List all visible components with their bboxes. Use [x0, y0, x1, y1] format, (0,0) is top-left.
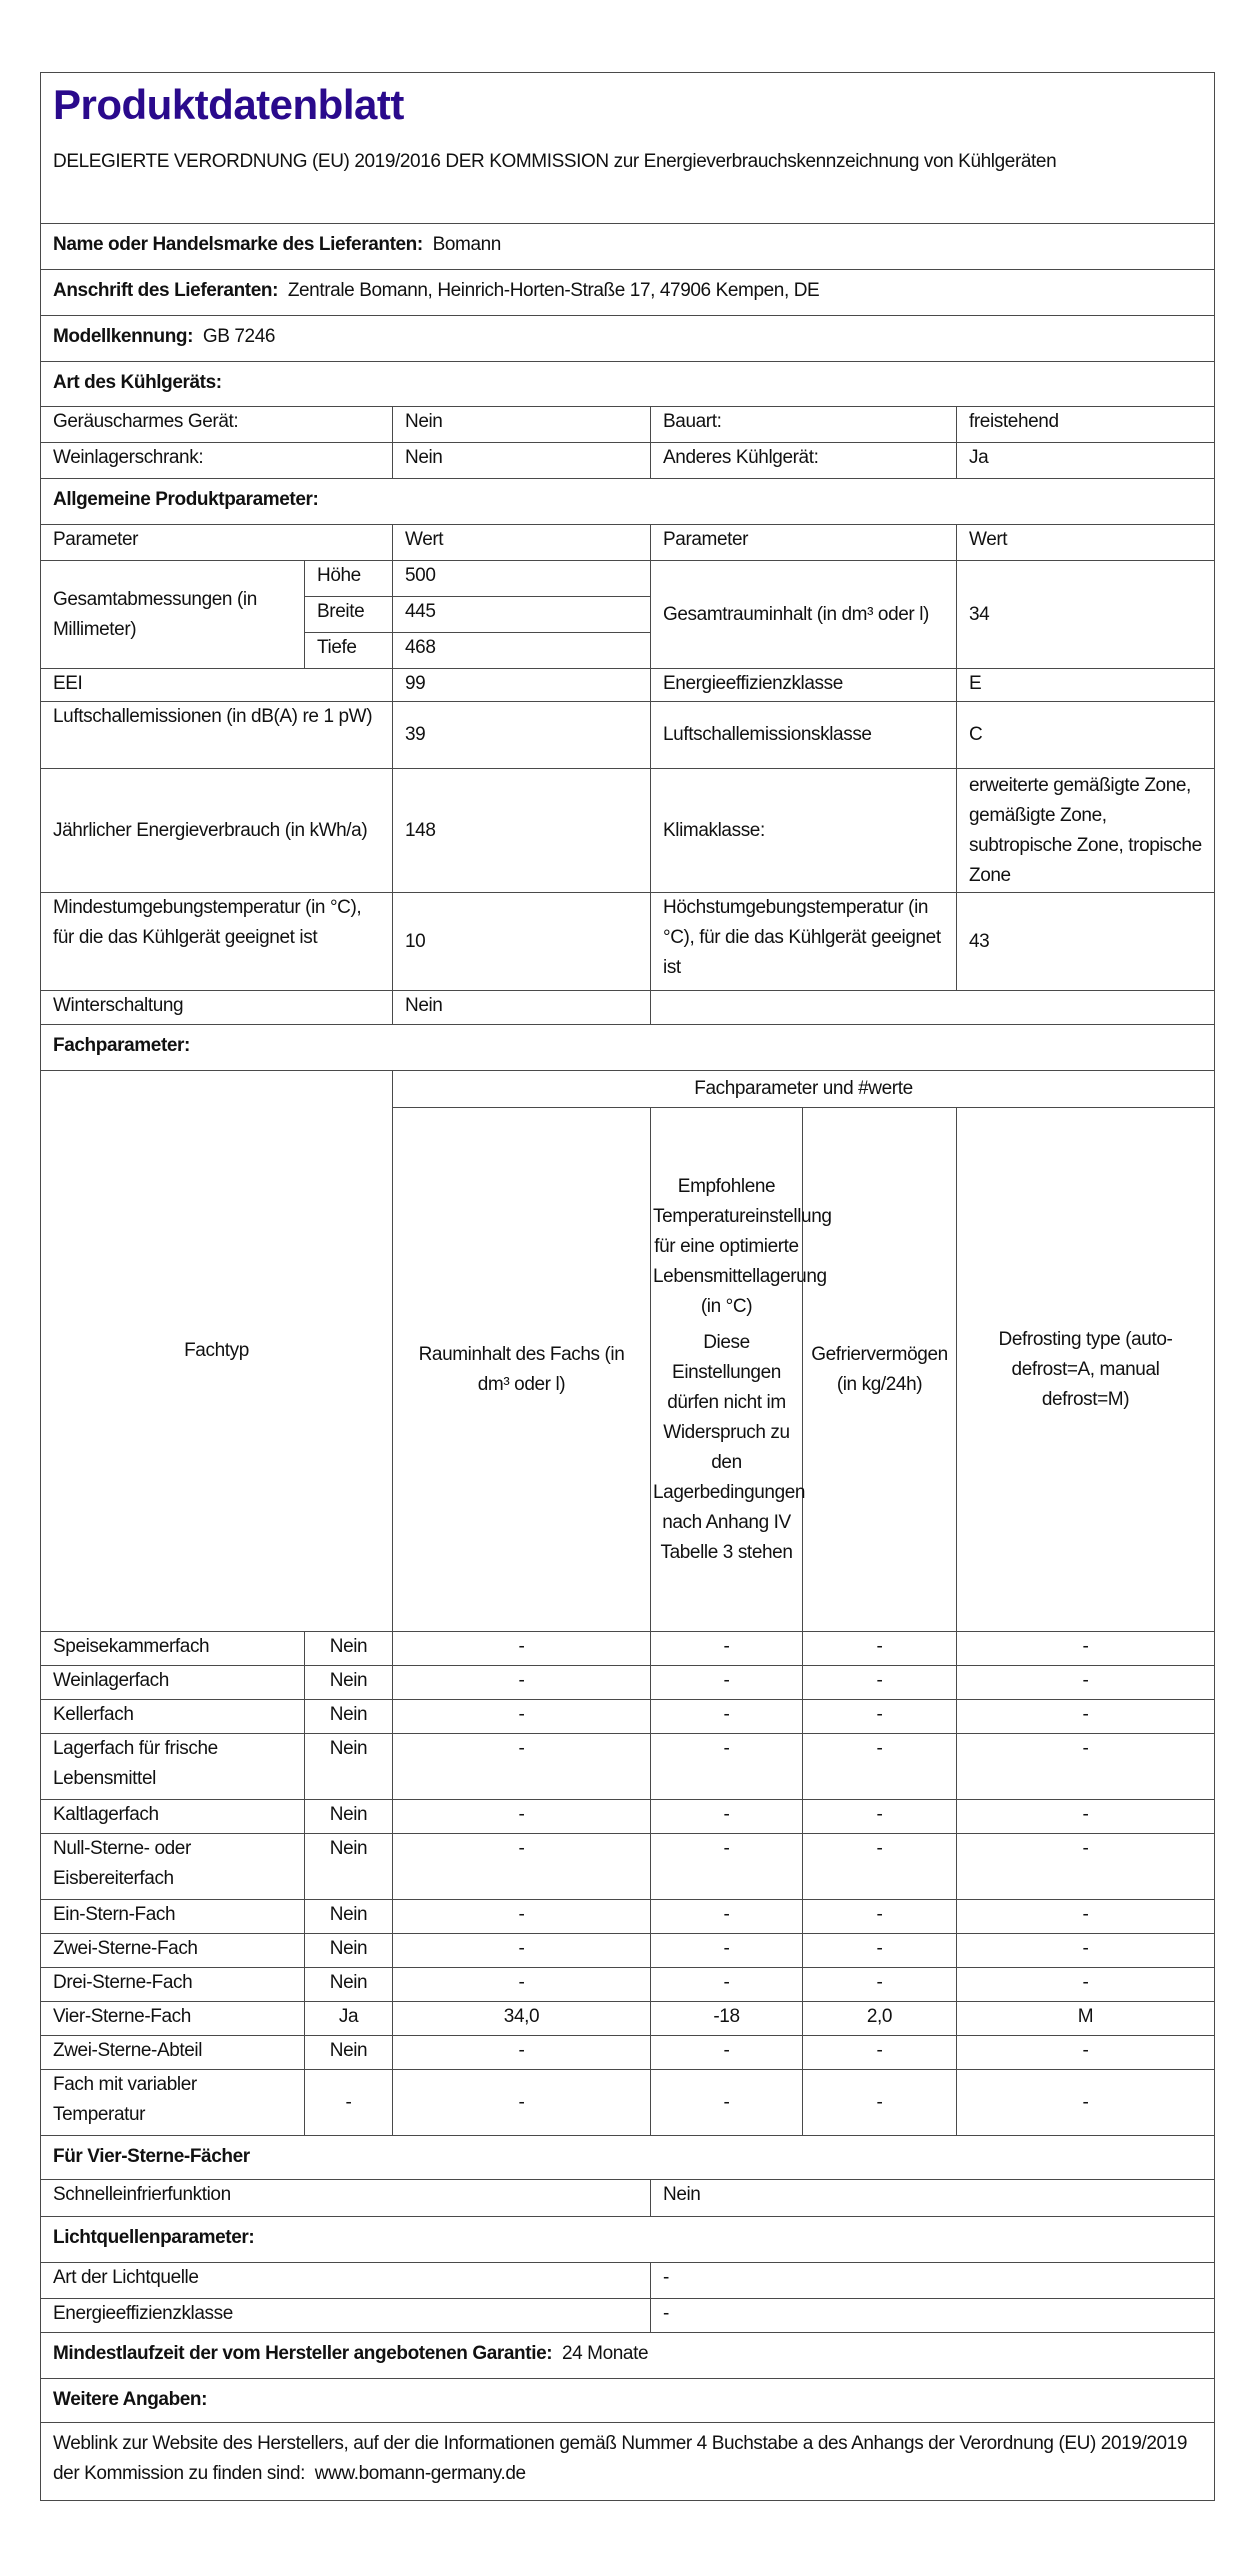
compartment-value: - — [803, 2036, 957, 2070]
energy-label: Jährlicher Energieverbrauch (in kWh/a) — [41, 769, 393, 893]
maxtemp-label: Höchstumgebungstemperatur (in °C), für die das Kühlgerät geeignet ist — [651, 893, 957, 991]
compartment-value: - — [803, 1800, 957, 1834]
compartment-value: - — [957, 1666, 1215, 1700]
compartment-value: - — [957, 1734, 1215, 1800]
four-star-heading: Für Vier-Sterne-Fächer — [41, 2136, 1215, 2180]
compartment-value: - — [651, 1700, 803, 1734]
compartment-value: - — [957, 1632, 1215, 1666]
cell: Anderes Kühlgerät: — [651, 443, 957, 479]
page-title: Produktdatenblatt — [53, 81, 404, 128]
compartment-row — [41, 1666, 1215, 1700]
compartment-value: Nein — [305, 2036, 393, 2070]
compartment-value: Nein — [305, 1632, 393, 1666]
compartment-row — [41, 1934, 1215, 1968]
compartment-value: Nein — [305, 1666, 393, 1700]
compartment-type: Weinlagerfach — [41, 1666, 305, 1700]
compartment-value: - — [803, 1834, 957, 1900]
compartment-row — [41, 1632, 1215, 1666]
compartment-value: - — [393, 1666, 651, 1700]
noise-value: 39 — [393, 702, 651, 769]
address-row — [41, 270, 1215, 316]
compartment-value: - — [305, 2070, 393, 2136]
col-volume: Rauminhalt des Fachs (in dm³ oder l) — [393, 1108, 651, 1632]
energy-value: 148 — [393, 769, 651, 893]
compartment-value: Nein — [305, 1934, 393, 1968]
compartment-row — [41, 1800, 1215, 1834]
compartment-value: - — [393, 1968, 651, 2002]
compartment-value: - — [651, 1666, 803, 1700]
compartment-value: Nein — [305, 1900, 393, 1934]
noiseclass-value: C — [957, 702, 1215, 769]
compartment-row — [41, 1900, 1215, 1934]
compartment-value: M — [957, 2002, 1215, 2036]
model-label: Modellkennung: — [53, 326, 194, 347]
compartment-value: - — [803, 1632, 957, 1666]
type-heading: Art des Kühlgeräts: — [41, 362, 1215, 407]
winter-value: Nein — [393, 991, 651, 1025]
volume-value: 34 — [957, 561, 1215, 669]
compartment-value: - — [651, 2070, 803, 2136]
compartment-type: Drei-Sterne-Fach — [41, 1968, 305, 2002]
address-value: Zentrale Bomann, Heinrich-Horten-Straße 17, 47906 Kempen, DE — [287, 280, 820, 301]
compartment-value: - — [651, 1834, 803, 1900]
light-type-label: Art der Lichtquelle — [41, 2263, 651, 2299]
compartment-value: 2,0 — [803, 2002, 957, 2036]
winter-label: Winterschaltung — [41, 991, 393, 1025]
product-data-sheet — [40, 72, 1215, 2501]
compartment-value: - — [957, 1834, 1215, 1900]
depth-label: Tiefe — [305, 633, 393, 669]
compartment-type: Speisekammerfach — [41, 1632, 305, 1666]
compartment-value: - — [651, 1734, 803, 1800]
cell: Nein — [393, 407, 651, 443]
col-header: Wert — [393, 525, 651, 561]
compartment-value: - — [803, 1968, 957, 2002]
compartment-type: Ein-Stern-Fach — [41, 1900, 305, 1934]
climate-value: erweiterte gemäßigte Zone, gemäßigte Zone, subtropische Zone, tropische Zone — [957, 769, 1215, 893]
manufacturer-link[interactable]: www.bomann-germany.de — [314, 2463, 526, 2484]
compartment-value: - — [393, 2070, 651, 2136]
compartment-type: Lagerfach für frische Lebensmittel — [41, 1734, 305, 1800]
col-temp — [651, 1108, 832, 1632]
model-row — [41, 316, 1215, 362]
regulation-text: DELEGIERTE VERORDNUNG (EU) 2019/2016 DER KOMMISSION zur Energieverbrauchskennzeichnung von Kühlgeräten — [53, 151, 1057, 172]
eei-value: 99 — [393, 669, 651, 702]
compartment-value: - — [957, 1934, 1215, 1968]
col-defrost: Defrosting type (auto-defrost=A, manual defrost=M) — [957, 1108, 1215, 1632]
compartment-row — [41, 2070, 1215, 2136]
maxtemp-value: 43 — [957, 893, 1215, 991]
height-label: Höhe — [305, 561, 393, 597]
cell: Ja — [957, 443, 1215, 479]
light-heading: Lichtquellenparameter: — [41, 2217, 1215, 2263]
eclass-value: E — [957, 669, 1215, 702]
warranty-value: 24 Monate — [561, 2343, 649, 2364]
fastfreeze-label: Schnelleinfrierfunktion — [41, 2180, 651, 2217]
supplier-label: Name oder Handelsmarke des Lieferanten: — [53, 234, 423, 255]
compartment-type: Zwei-Sterne-Abteil — [41, 2036, 305, 2070]
height-value: 500 — [393, 561, 651, 597]
noise-label: Luftschallemissionen (in dB(A) re 1 pW) — [41, 702, 393, 769]
col-header: Parameter — [41, 525, 393, 561]
weblink-text: Weblink zur Website des Herstellers, auf der die Informationen gemäß Nummer 4 Buchstabe a des Anhangs der Verordnung (EU) 2019/2019 der Kommission zu finden sind: — [53, 2433, 1187, 2484]
compartment-value: - — [393, 2036, 651, 2070]
compartment-value: Nein — [305, 1834, 393, 1900]
compartment-value: 34,0 — [393, 2002, 651, 2036]
compartment-value: Ja — [305, 2002, 393, 2036]
cell: Weinlagerschrank: — [41, 443, 393, 479]
compartment-row — [41, 2002, 1215, 2036]
compartment-value: - — [393, 1700, 651, 1734]
compartment-value: - — [651, 1632, 803, 1666]
compartment-type: Kaltlagerfach — [41, 1800, 305, 1834]
climate-label: Klimaklasse: — [651, 769, 957, 893]
compartment-value: - — [651, 1900, 803, 1934]
compartment-type: Null-Sterne- oder Eisbereiterfach — [41, 1834, 305, 1900]
compartment-value: Nein — [305, 1700, 393, 1734]
dimensions-label: Gesamtabmessungen (in Millimeter) — [41, 561, 305, 669]
mintemp-value: 10 — [393, 893, 651, 991]
warranty-label: Mindestlaufzeit der vom Hersteller angebotenen Garantie: — [53, 2343, 553, 2364]
compartment-row — [41, 1734, 1215, 1800]
weblink-row — [41, 2423, 1215, 2501]
depth-value: 468 — [393, 633, 651, 669]
compartment-value: - — [803, 2070, 957, 2136]
width-label: Breite — [305, 597, 393, 633]
compartment-value: - — [803, 1900, 957, 1934]
fastfreeze-value: Nein — [651, 2180, 1215, 2217]
light-class-value: - — [651, 2299, 1215, 2333]
compartment-type: Vier-Sterne-Fach — [41, 2002, 305, 2036]
compartment-value: -18 — [651, 2002, 803, 2036]
cell: Nein — [393, 443, 651, 479]
compartment-value: Nein — [305, 1800, 393, 1834]
width-value: 445 — [393, 597, 651, 633]
address-label: Anschrift des Lieferanten: — [53, 280, 279, 301]
more-heading: Weitere Angaben: — [41, 2379, 1215, 2423]
col-fachtyp: Fachtyp — [41, 1071, 393, 1632]
compartment-value: - — [957, 1968, 1215, 2002]
compartment-value: - — [651, 2036, 803, 2070]
compartment-value: - — [393, 1734, 651, 1800]
mintemp-label: Mindestumgebungstemperatur (in °C), für die das Kühlgerät geeignet ist — [41, 893, 393, 991]
warranty-row — [41, 2333, 1215, 2379]
supplier-row — [41, 224, 1215, 270]
compartment-value: - — [803, 1666, 957, 1700]
compartment-row — [41, 2036, 1215, 2070]
col-temp-note: Diese Einstellungen dürfen nicht im Widerspruch zu den Lagerbedingungen nach Anhang IV Tabelle 3 stehen — [653, 1331, 806, 1563]
compartment-value: - — [651, 1934, 803, 1968]
compartment-value: Nein — [305, 1968, 393, 2002]
volume-label: Gesamtrauminhalt (in dm³ oder l) — [651, 561, 957, 669]
col-header: Wert — [957, 525, 1215, 561]
col-header: Parameter — [651, 525, 957, 561]
compartment-value: - — [393, 1934, 651, 1968]
eei-label: EEI — [41, 669, 393, 702]
group-header: Fachparameter und #werte — [393, 1071, 1215, 1108]
light-type-value: - — [651, 2263, 1215, 2299]
supplier-value: Bomann — [432, 234, 501, 255]
col-freeze: Gefriervermögen (in kg/24h) — [803, 1108, 957, 1632]
general-heading: Allgemeine Produktparameter: — [41, 479, 1215, 525]
compartment-value: - — [957, 1900, 1215, 1934]
compartment-value: - — [393, 1632, 651, 1666]
compartment-value: - — [651, 1968, 803, 2002]
noiseclass-label: Luftschallemissionsklasse — [651, 702, 957, 769]
compartment-value: Nein — [305, 1734, 393, 1800]
compartment-type: Kellerfach — [41, 1700, 305, 1734]
cell: Bauart: — [651, 407, 957, 443]
compartment-value: - — [393, 1900, 651, 1934]
compartment-type: Zwei-Sterne-Fach — [41, 1934, 305, 1968]
col-temp-text: Empfohlene Temperatureinstellung für eine optimierte Lebensmittellagerung (in °C) — [653, 1175, 832, 1317]
model-value: GB 7246 — [202, 326, 276, 347]
compartment-value: - — [957, 1700, 1215, 1734]
empty-cell — [651, 991, 1215, 1025]
compartment-row — [41, 1834, 1215, 1900]
compartment-row — [41, 1700, 1215, 1734]
compartment-value: - — [957, 2070, 1215, 2136]
compartment-row — [41, 1968, 1215, 2002]
compartment-type: Fach mit variabler Temperatur — [41, 2070, 305, 2136]
compartment-value: - — [393, 1800, 651, 1834]
compartment-value: - — [803, 1934, 957, 1968]
compartment-value: - — [957, 2036, 1215, 2070]
cell: freistehend — [957, 407, 1215, 443]
compartment-value: - — [803, 1734, 957, 1800]
compartment-value: - — [651, 1800, 803, 1834]
eclass-label: Energieeffizienzklasse — [651, 669, 957, 702]
compartment-value: - — [803, 1700, 957, 1734]
compartments-heading: Fachparameter: — [41, 1025, 1215, 1071]
light-class-label: Energieeffizienzklasse — [41, 2299, 651, 2333]
compartment-value: - — [393, 1834, 651, 1900]
cell: Geräuscharmes Gerät: — [41, 407, 393, 443]
compartment-value: - — [957, 1800, 1215, 1834]
